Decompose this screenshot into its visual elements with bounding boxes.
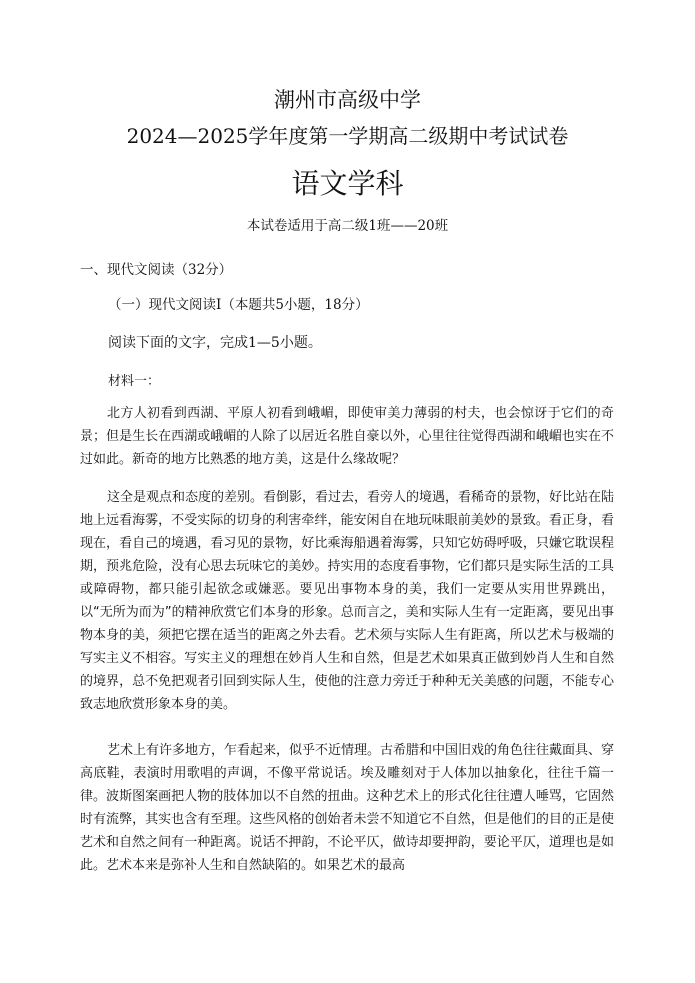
applies-to-note: 本试卷适用于高二级1班——20班 (246, 218, 449, 234)
subject-title: 语文学科 (291, 167, 404, 200)
subsection-heading: （一）现代文阅读Ⅰ（本题共5小题，18分） (108, 297, 369, 313)
paragraph-2: 这全是观点和态度的差别。看倒影，看过去，看旁人的境遇，看稀奇的景物，好比站在陆地上远看海雾，不受实际的切身的利害牵绊，能安闲自在地玩味眼前美妙的景致。看正身，看现在，看自己的境遇，看习见的景物，好比乘海船遇着海雾，只知它妨碍呼吸，只嫌它耽误程期，预兆危险，没有心思去玩味它的美妙。持实用的态度看事物，它们都只是实际生活的工具或障碍物，都只能引起欲念或嫌恶。要见出事物本身的美，我们一定要从实用世界跳出，以“无所为而为”的精神欣赏它们本身的形象。总而言之，美和实际人生有一定距离，要见出事物本身的美，须把它摆在适当的距离之外去看。艺术须与实际人生有距离，所以艺术与极端的写实主义不相容。写实主义的理想在妙肖人生和自然，但是艺术如果真正做到妙肖人生和自然的境界，总不免把观者引回到实际人生，使他的注意力旁迁于种种无关美感的问题，不能专心致志地欣赏形象本身的美。 (80, 490, 615, 712)
paragraph-3: 艺术上有许多地方，乍看起来，似乎不近情理。古希腊和中国旧戏的角色往往戴面具、穿高底鞋，表演时用歌唱的声调，不像平常说话。埃及雕刻对于人体加以抽象化，往往千篇一律。波斯图案画把人物的肢体加以不自然的扭曲。这种艺术上的形式化往往遭人唾骂，它固然时有流弊，其实也含有至理。这些风格的创始者未尝不知道它不自然，但是他们的目的正是使艺术和自然之间有一种距离。说话不押韵，不论平仄，做诗却要押韵，要论平仄，道理也是如此。艺术本来是弥补人生和自然缺陷的。如果艺术的最高 (80, 743, 615, 873)
section-heading: 一、现代文阅读（32分） (80, 262, 233, 278)
exam-title: 2024—2025学年度第一学期高二级期中考试试卷 (126, 124, 569, 148)
material-label: 材料一： (108, 374, 161, 389)
reading-instruction: 阅读下面的文字，完成1—5小题。 (108, 335, 322, 351)
paragraph-1: 北方人初看到西湖、平原人初看到峨嵋，即使审美力薄弱的村夫，也会惊讶于它们的奇景；但是生长在西湖或峨嵋的人除了以居近名胜自豪以外，心里往往觉得西湖和峨嵋也实在不过如此。新奇的地方比熟悉的地方美，这是什么缘故呢？ (80, 406, 614, 467)
school-name: 潮州市高级中学 (274, 88, 421, 112)
